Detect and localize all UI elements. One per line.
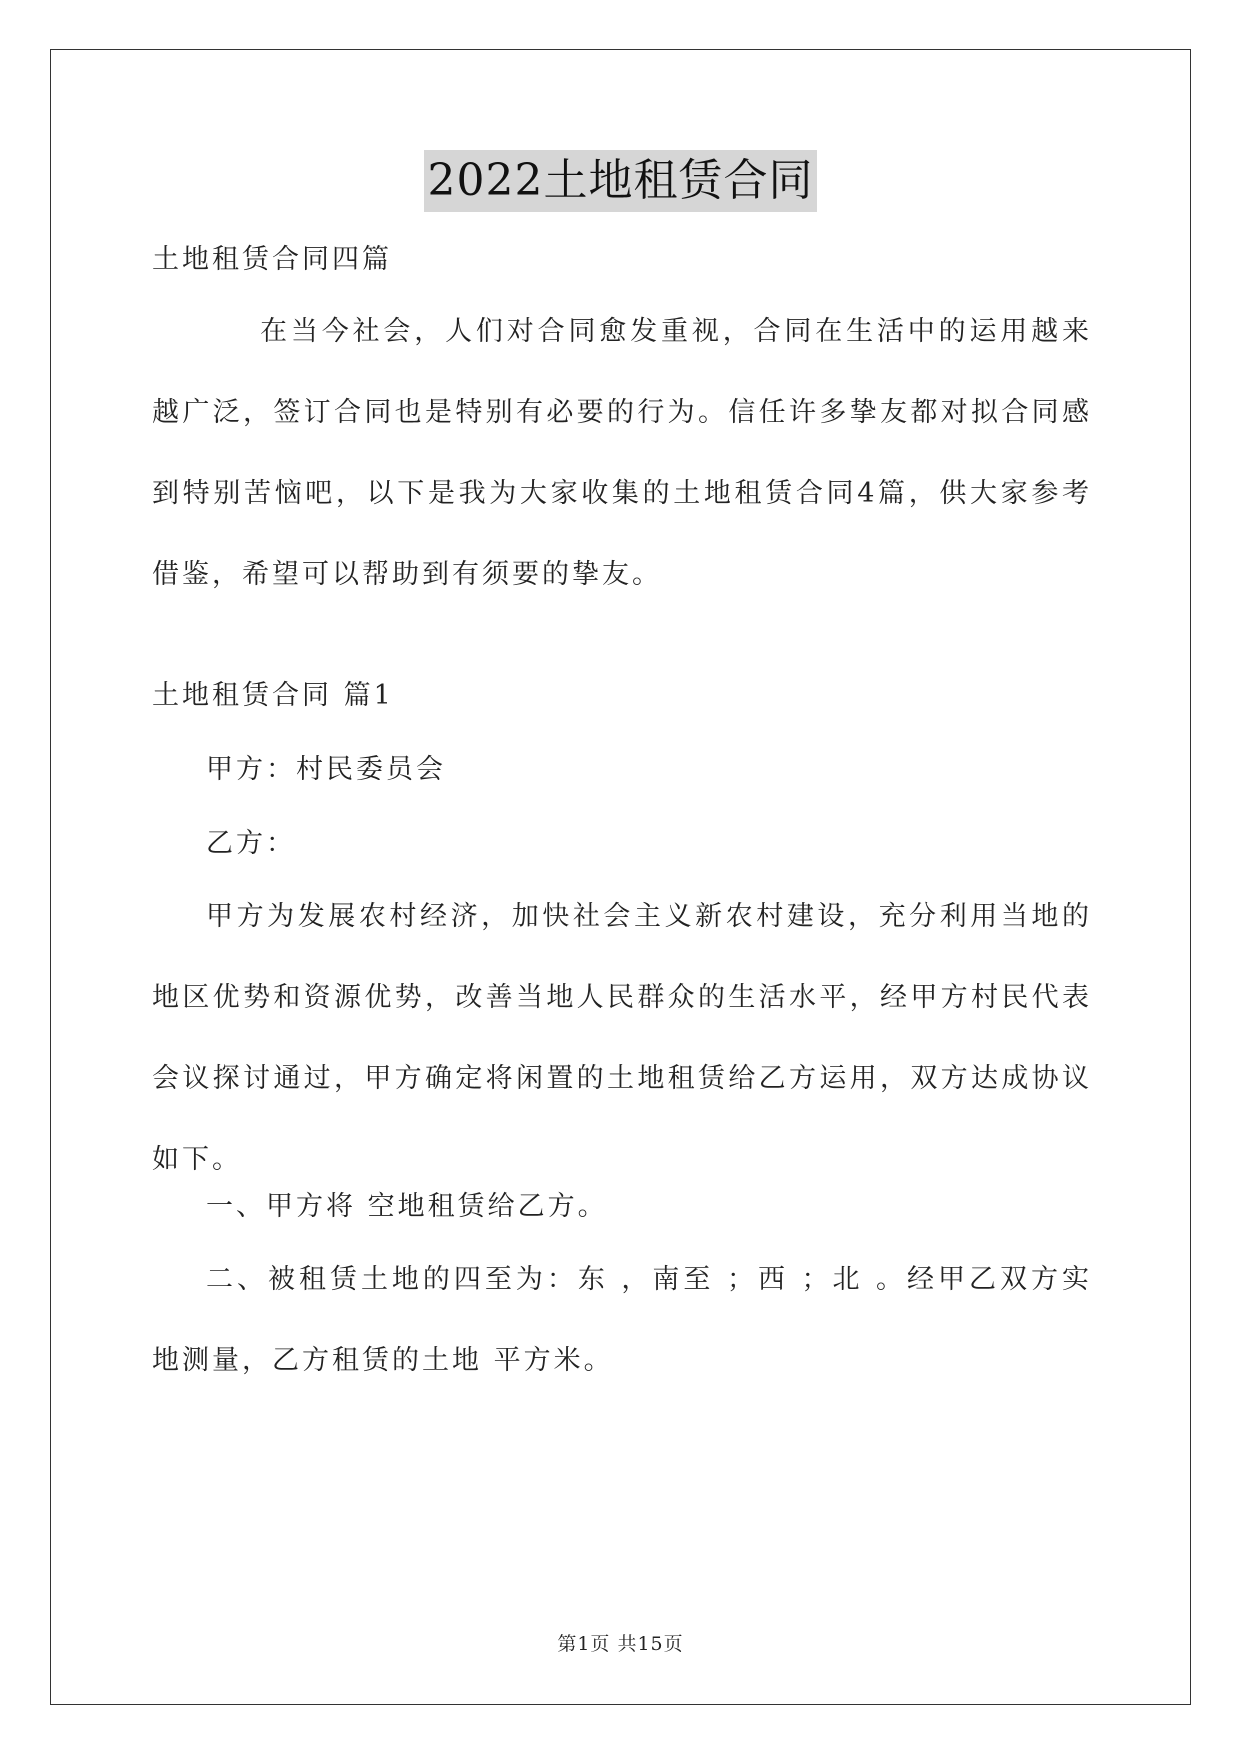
page-footer: 第1页 共15页 (557, 1633, 684, 1655)
intro-paragraph: 在当今社会，人们对合同愈发重视，合同在生活中的运用越来越广泛，签订合同也是特别有必要的行为。信任许多挚友都对拟合同感到特别苦恼吧，以下是我为大家收集的土地租赁合同4篇，供大家参考借鉴，希望可以帮助到有须要的挚友。 (152, 316, 1092, 590)
clause-2: 二、被租赁土地的四至为：东 ，南至 ；西 ；北 。经甲乙双方实地测量，乙方租赁的土地 平方米。 (152, 1264, 1092, 1376)
section-heading: 土地租赁合同 篇1 (152, 680, 394, 711)
purpose-paragraph: 甲方为发展农村经济，加快社会主义新农村建设，充分利用当地的地区优势和资源优势，改善当地人民群众的生活水平，经甲方村民代表会议探讨通过，甲方确定将闲置的土地租赁给乙方运用，双方达成协议如下。 (152, 901, 1092, 1175)
party-b-line: 乙方： (206, 828, 296, 859)
clause-1: 一、甲方将 空地租赁给乙方。 (206, 1191, 608, 1222)
party-a-line: 甲方：村民委员会 (206, 754, 446, 785)
title-wrap (0, 150, 1241, 212)
document-title: 2022土地租赁合同 (424, 150, 818, 212)
document-subtitle: 土地租赁合同四篇 (152, 244, 392, 275)
